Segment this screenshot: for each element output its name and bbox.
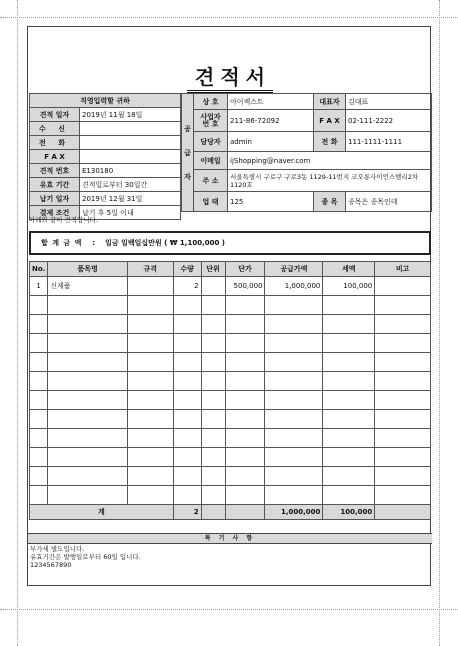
table-cell xyxy=(265,486,323,505)
table-cell xyxy=(30,391,48,410)
table-cell xyxy=(127,391,173,410)
supplier-fax: 02-111-2222 xyxy=(346,110,432,132)
table-cell xyxy=(375,410,431,429)
ceo-label: 대표자 xyxy=(314,94,346,110)
page-guide-left xyxy=(17,0,18,646)
table-row xyxy=(30,334,431,353)
header-item: 품목명 xyxy=(48,262,128,277)
table-row xyxy=(30,277,431,296)
business-category: 종목은 종목인데 xyxy=(346,192,432,212)
table-cell xyxy=(225,391,265,410)
sum-remark xyxy=(375,505,431,520)
table-cell xyxy=(323,391,375,410)
row-label: F A X xyxy=(30,150,80,164)
row-label: 유효 기간 xyxy=(30,178,80,192)
row-label: 수 신 xyxy=(30,122,80,136)
email-label: 이메일 xyxy=(194,152,228,170)
table-cell xyxy=(323,315,375,334)
table-row xyxy=(30,372,431,391)
supplier-table xyxy=(181,93,432,212)
phone-label: 전 화 xyxy=(314,132,346,152)
remarks-section xyxy=(28,533,432,587)
table-cell xyxy=(323,372,375,391)
table-cell xyxy=(375,353,431,372)
table-cell xyxy=(30,448,48,467)
table-row xyxy=(30,467,431,486)
supplier-email: ijShopping@naver.com xyxy=(228,152,432,170)
table-cell xyxy=(323,486,375,505)
table-cell: 2 xyxy=(173,277,201,296)
table-cell: 1,000,000 xyxy=(265,277,323,296)
trade-name: 아이젝스트 xyxy=(228,94,314,110)
table-cell xyxy=(375,391,431,410)
table-cell: 500,000 xyxy=(225,277,265,296)
table-cell xyxy=(323,353,375,372)
recipient-header: 직영입력할 귀하 xyxy=(30,94,181,108)
table-cell xyxy=(173,353,201,372)
table-cell xyxy=(225,429,265,448)
remarks-body xyxy=(28,544,432,570)
table-cell xyxy=(48,410,128,429)
total-amount-box xyxy=(29,231,431,255)
table-cell xyxy=(225,334,265,353)
table-cell xyxy=(173,334,201,353)
table-cell xyxy=(127,277,173,296)
table-cell xyxy=(225,296,265,315)
quotation-sheet xyxy=(27,26,431,586)
table-cell xyxy=(201,372,225,391)
table-cell xyxy=(375,448,431,467)
table-cell xyxy=(265,372,323,391)
valid-period: 견적일로부터 30일간 xyxy=(80,178,181,192)
table-cell xyxy=(127,334,173,353)
page-guide-right xyxy=(439,0,440,646)
table-cell xyxy=(225,315,265,334)
items-header-row xyxy=(30,262,431,277)
supplier-side-label: 공 급 자 xyxy=(182,94,194,212)
fax-label: F A X xyxy=(314,110,346,132)
receiver-phone xyxy=(80,136,181,150)
page-guide-bottom xyxy=(0,609,458,610)
table-row xyxy=(30,353,431,372)
table-cell xyxy=(323,429,375,448)
table-cell xyxy=(30,315,48,334)
table-cell xyxy=(225,372,265,391)
table-cell xyxy=(323,410,375,429)
table-cell xyxy=(48,353,128,372)
table-cell xyxy=(201,334,225,353)
table-cell xyxy=(265,315,323,334)
biz-no-label: 사업자 번 호 xyxy=(194,110,228,132)
manager-name: admin xyxy=(228,132,314,152)
table-cell xyxy=(201,391,225,410)
table-cell xyxy=(375,315,431,334)
quote-date: 2019년 11월 18일 xyxy=(80,108,181,122)
table-cell xyxy=(127,486,173,505)
table-cell xyxy=(201,353,225,372)
total-label: 합 계 금 액 xyxy=(41,239,83,247)
row-label: 견적 번호 xyxy=(30,164,80,178)
table-cell xyxy=(127,315,173,334)
header-supply: 공급가액 xyxy=(265,262,323,277)
table-cell xyxy=(30,334,48,353)
total-value: 일금 일백일십만원 ( ₩ 1,100,000 ) xyxy=(105,239,225,247)
table-cell: 1 xyxy=(30,277,48,296)
row-label: 납기 일자 xyxy=(30,192,80,206)
table-cell xyxy=(375,334,431,353)
table-cell xyxy=(30,410,48,429)
table-cell xyxy=(323,334,375,353)
header-qty: 수량 xyxy=(173,262,201,277)
sum-supply: 1,000,000 xyxy=(265,505,323,520)
table-cell xyxy=(201,486,225,505)
table-cell xyxy=(48,486,128,505)
table-cell xyxy=(225,353,265,372)
table-cell xyxy=(201,277,225,296)
ceo-name: 김대표 xyxy=(346,94,432,110)
table-cell xyxy=(323,296,375,315)
table-cell xyxy=(127,410,173,429)
table-cell xyxy=(173,410,201,429)
row-label: 결제 조건 xyxy=(30,206,80,220)
table-cell xyxy=(375,467,431,486)
table-cell xyxy=(173,296,201,315)
table-cell xyxy=(127,448,173,467)
sum-price xyxy=(225,505,265,520)
table-cell xyxy=(201,429,225,448)
table-row xyxy=(30,296,431,315)
supplier-address: 서울특별시 구로구 구로3동 1129-11번지 코오롱사이언스밸리2차 1120호 xyxy=(228,170,432,192)
sum-tax: 100,000 xyxy=(323,505,375,520)
table-cell xyxy=(173,372,201,391)
table-cell xyxy=(323,467,375,486)
supplier-phone: 111-1111-1111 xyxy=(346,132,432,152)
header-unit: 단위 xyxy=(201,262,225,277)
sum-qty: 2 xyxy=(173,505,201,520)
table-cell xyxy=(265,448,323,467)
table-cell xyxy=(201,467,225,486)
items-table xyxy=(29,261,431,520)
receiver xyxy=(80,122,181,136)
table-cell xyxy=(127,467,173,486)
remark-line: 1234567890 xyxy=(30,561,72,569)
table-cell xyxy=(48,296,128,315)
table-cell xyxy=(265,296,323,315)
table-cell xyxy=(201,296,225,315)
table-cell xyxy=(127,353,173,372)
intro-note: 아래와 같이 견적합니다. xyxy=(29,216,98,224)
manager-label: 담당자 xyxy=(194,132,228,152)
header-spec: 규격 xyxy=(127,262,173,277)
page-guide-top xyxy=(0,17,458,18)
table-cell xyxy=(30,429,48,448)
table-cell xyxy=(173,467,201,486)
table-cell xyxy=(323,448,375,467)
table-cell xyxy=(127,372,173,391)
table-cell xyxy=(201,315,225,334)
table-cell xyxy=(30,486,48,505)
table-row xyxy=(30,448,431,467)
header-remark: 비고 xyxy=(375,262,431,277)
table-cell xyxy=(30,353,48,372)
table-row xyxy=(30,391,431,410)
remark-line: 유효기간은 발행일로부터 60일 입니다. xyxy=(30,553,141,561)
table-cell xyxy=(225,448,265,467)
table-cell xyxy=(201,410,225,429)
header-price: 단가 xyxy=(225,262,265,277)
table-cell xyxy=(173,448,201,467)
business-type: 125 xyxy=(228,192,314,212)
table-cell xyxy=(173,391,201,410)
table-cell xyxy=(225,467,265,486)
table-cell xyxy=(265,410,323,429)
delivery-date: 2019년 12월 31일 xyxy=(80,192,181,206)
category-label: 종 목 xyxy=(314,192,346,212)
sum-label: 계 xyxy=(30,505,174,520)
table-cell xyxy=(30,467,48,486)
total-colon: : xyxy=(92,239,96,247)
table-cell xyxy=(173,315,201,334)
table-cell xyxy=(265,429,323,448)
table-cell xyxy=(48,334,128,353)
receiver-fax xyxy=(80,150,181,164)
trade-name-label: 상 호 xyxy=(194,94,228,110)
row-label: 견적 일자 xyxy=(30,108,80,122)
table-cell xyxy=(48,391,128,410)
table-cell: 신제품 xyxy=(48,277,128,296)
table-cell xyxy=(225,486,265,505)
table-cell xyxy=(375,429,431,448)
table-cell xyxy=(375,277,431,296)
table-cell xyxy=(265,467,323,486)
table-cell xyxy=(225,410,265,429)
document-title: 견적서 xyxy=(28,61,432,90)
payment-terms: 납기 후 5일 이내 xyxy=(80,206,181,220)
table-cell: 100,000 xyxy=(323,277,375,296)
quote-number: E130180 xyxy=(80,164,181,178)
table-cell xyxy=(30,372,48,391)
address-label: 주 소 xyxy=(194,170,228,192)
table-cell xyxy=(127,429,173,448)
table-row xyxy=(30,486,431,505)
table-row xyxy=(30,315,431,334)
remark-line: 부가세 별도입니다. xyxy=(30,545,85,553)
table-cell xyxy=(375,486,431,505)
sum-unit xyxy=(201,505,225,520)
table-cell xyxy=(375,296,431,315)
recipient-table xyxy=(29,93,181,220)
header-no: No. xyxy=(30,262,48,277)
table-cell xyxy=(265,391,323,410)
table-row xyxy=(30,410,431,429)
biz-no: 211-86-72092 xyxy=(228,110,314,132)
table-cell xyxy=(48,372,128,391)
table-cell xyxy=(265,353,323,372)
header-tax: 세액 xyxy=(323,262,375,277)
table-cell xyxy=(201,448,225,467)
table-cell xyxy=(48,315,128,334)
items-sum-row xyxy=(30,505,431,520)
table-cell xyxy=(48,467,128,486)
table-cell xyxy=(127,296,173,315)
table-row xyxy=(30,429,431,448)
table-cell xyxy=(173,429,201,448)
table-cell xyxy=(48,448,128,467)
table-cell xyxy=(30,296,48,315)
table-cell xyxy=(375,372,431,391)
table-cell xyxy=(173,486,201,505)
table-cell xyxy=(265,334,323,353)
business-label: 업 태 xyxy=(194,192,228,212)
remarks-header: 특 기 사 항 xyxy=(28,534,432,544)
table-cell xyxy=(48,429,128,448)
row-label: 전 화 xyxy=(30,136,80,150)
